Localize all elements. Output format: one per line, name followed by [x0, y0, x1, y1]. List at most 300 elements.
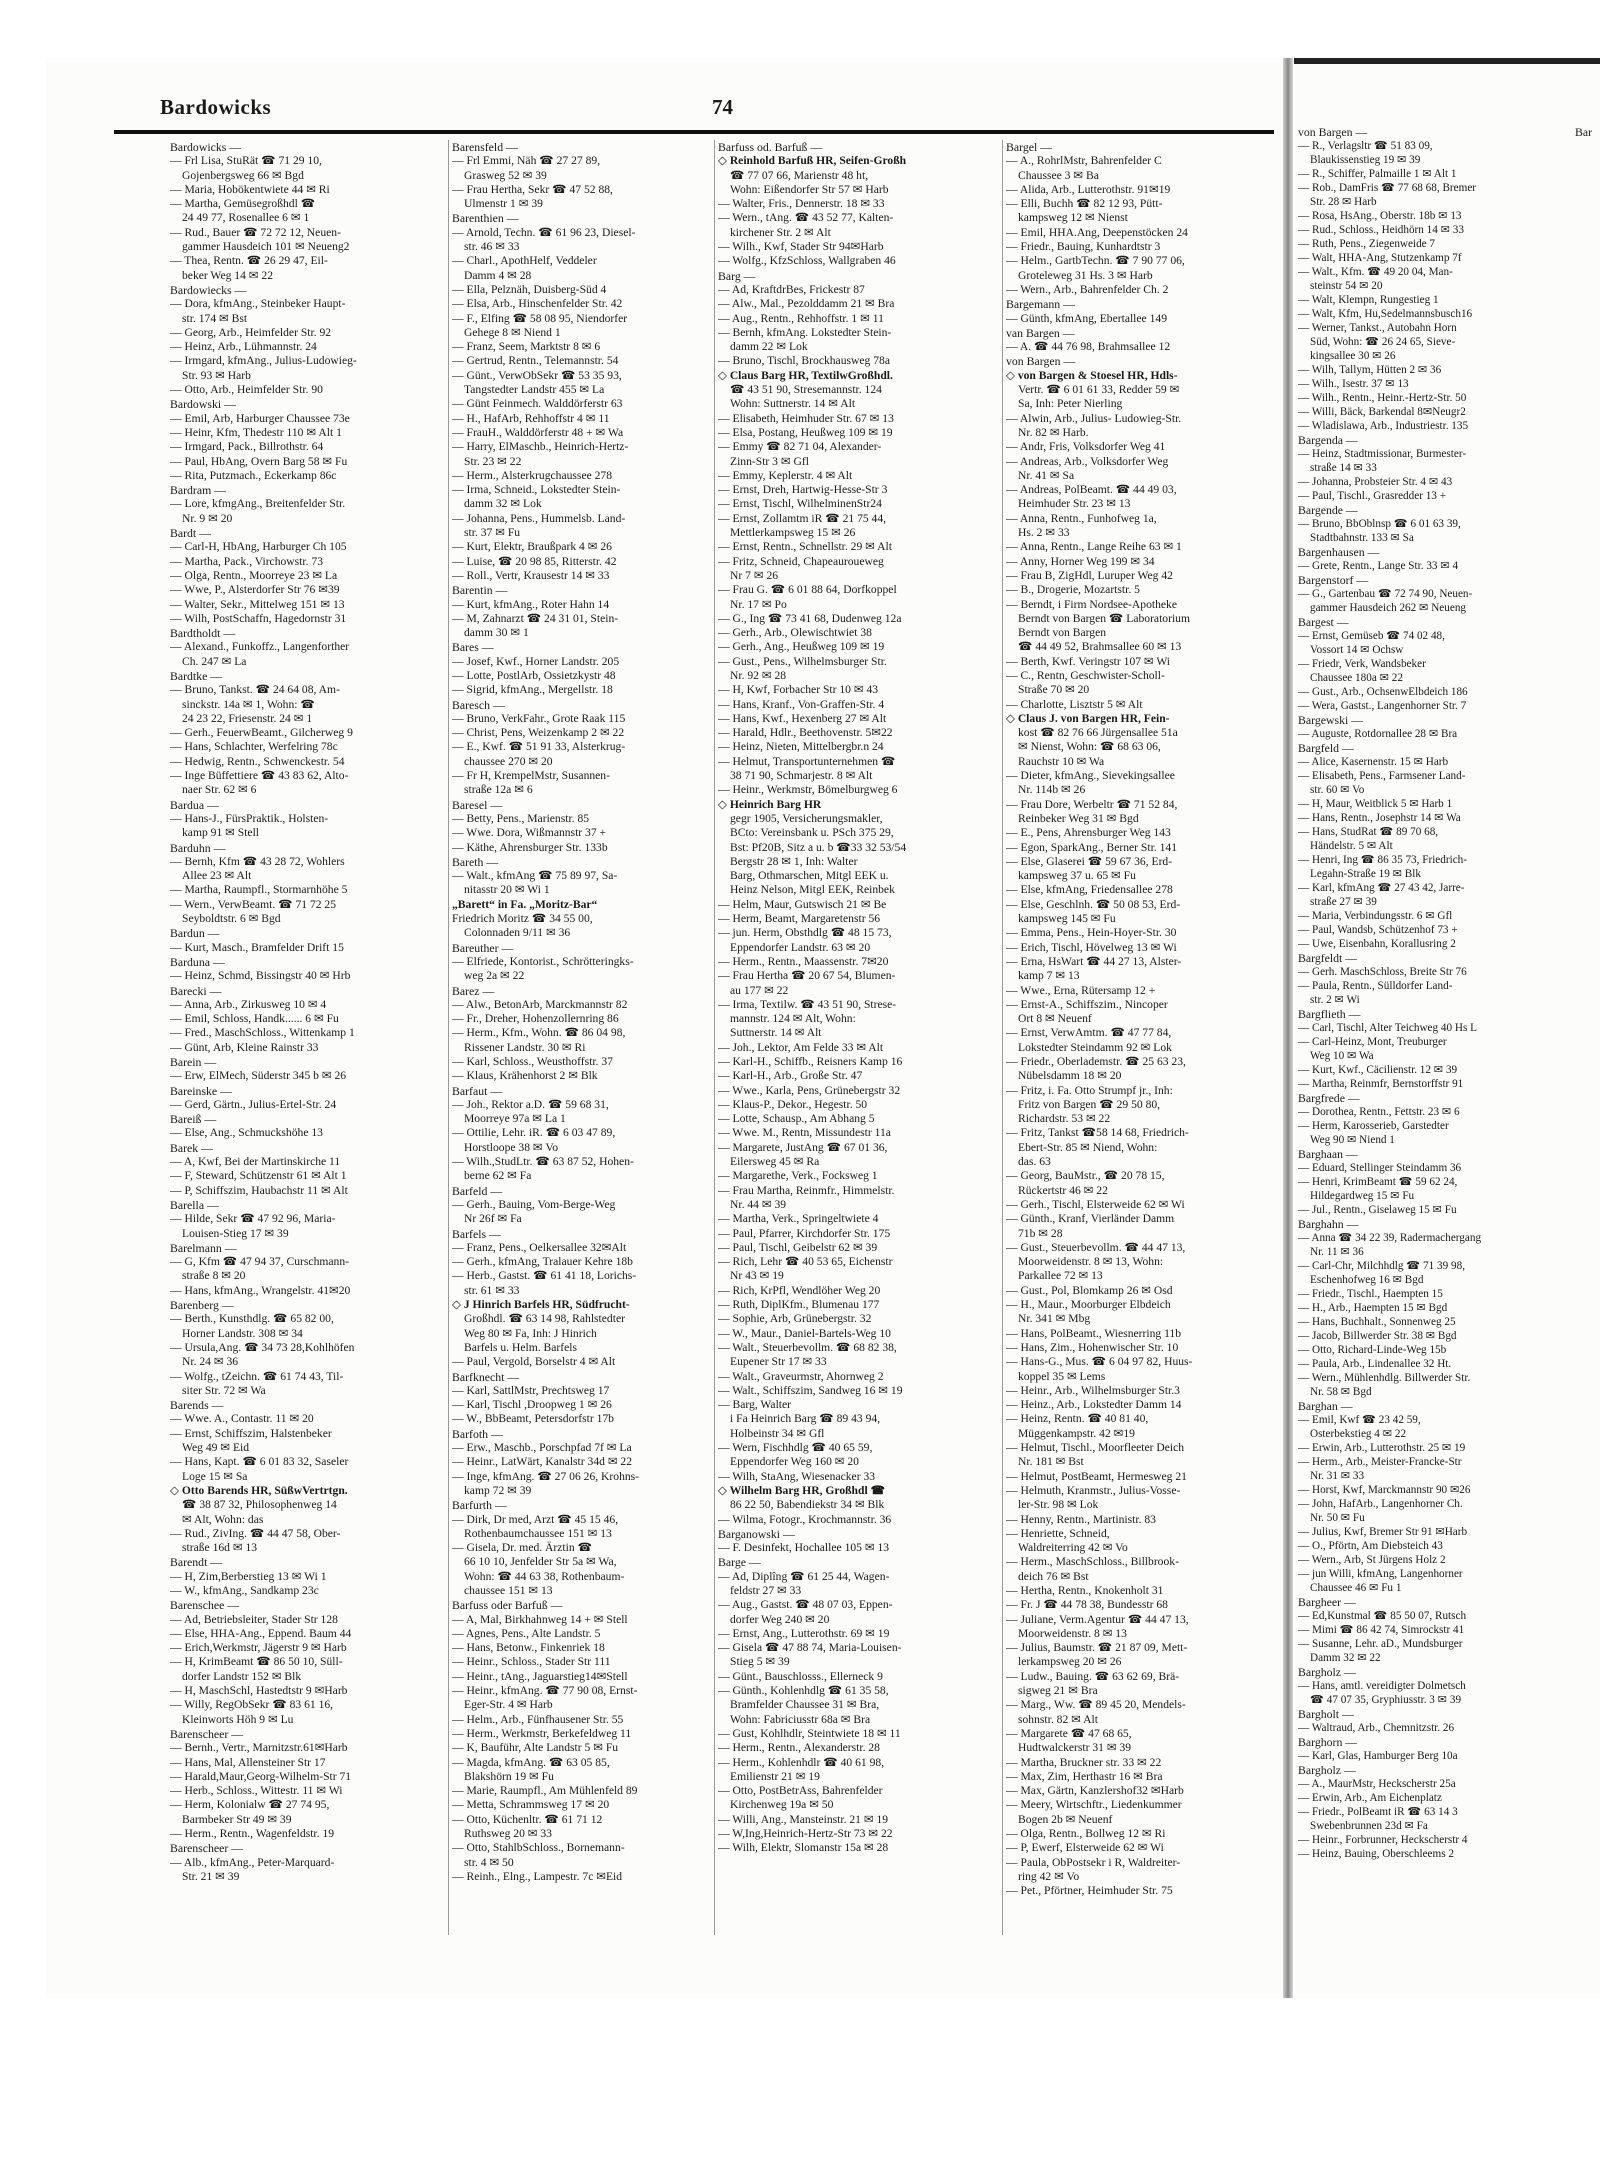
directory-entry-line: — Friedr., Tischl., Haempten 15 — [1298, 1288, 1443, 1300]
directory-entry-line: — Helmuth, Kranmstr., Julius-Vosse- — [1006, 1483, 1181, 1497]
directory-entry-line: — Gust., Pens., Wilhelmsburger Str. — [718, 654, 887, 668]
directory-entry-line: — Klaus, Krähenhorst 2 ✉ Blk — [452, 1069, 598, 1083]
directory-entry-line: — Barg, Walter — [718, 1398, 792, 1412]
directory-entry-line: kingsallee 30 ✉ 26 — [1310, 350, 1396, 362]
directory-entry-line: Bergstr 28 ✉ 1, Inh: Walter — [730, 854, 858, 868]
directory-entry-line: — Erwin, Arb., Am Eichenplatz — [1298, 1792, 1442, 1804]
directory-entry-line: — Elsa, Postang, Heußweg 109 ✉ 19 — [718, 425, 893, 439]
directory-column-1 — [170, 140, 450, 1884]
directory-entry-line: dorfer Landstr 152 ✉ Blk — [182, 1669, 302, 1683]
directory-entry-line: — Ernst, Dreh, Hartwig-Hesse-Str 3 — [718, 483, 888, 497]
directory-entry-line: BCto: Vereinsbank u. PSch 375 29, — [730, 826, 894, 840]
directory-surname-heading: Bargholt — — [1298, 1707, 1354, 1721]
directory-entry-line: — Waltraud, Arb., Chemnitzstr. 26 — [1298, 1722, 1455, 1734]
directory-entry-line: — Paula, Rentn., Sülldorfer Land- — [1298, 980, 1453, 992]
directory-entry-line: straße 16d ✉ 13 — [182, 1541, 258, 1555]
directory-entry-line: Groteleweg 31 Hs. 3 ✉ Harb — [1018, 268, 1153, 282]
directory-entry-line: Wohn: Eißendorfer Str 57 ✉ Harb — [730, 182, 889, 196]
directory-surname-heading: Barez — — [452, 983, 495, 998]
directory-entry-line: Eupener Str 17 ✉ 33 — [730, 1355, 827, 1369]
directory-entry-line: Nr. 92 ✉ 28 — [730, 668, 787, 682]
directory-entry-line: — Walt., Graveurmstr, Ahornweg 2 — [718, 1369, 884, 1383]
directory-entry-line: Nr. 24 ✉ 36 — [182, 1355, 239, 1369]
directory-surname-heading: Barduhn — — [170, 840, 226, 855]
directory-entry-line: Hudtwalckerstr 31 ✉ 39 — [1018, 1741, 1132, 1755]
directory-entry-line: — Juliane, Verm.Agentur ☎ 44 47 13, — [1006, 1612, 1189, 1626]
directory-entry-line: — Helm., Arb., Fünfhausener Str. 55 — [452, 1712, 624, 1726]
directory-entry-line: — H, Maur, Weitblick 5 ✉ Harb 1 — [1298, 798, 1453, 810]
directory-entry-line: — Heinz, Rentn. ☎ 40 81 40, — [1006, 1412, 1149, 1426]
directory-entry-line: — Bruno, VerkFahr., Grote Raak 115 — [452, 711, 626, 725]
directory-entry-line: Weg 10 ✉ Wa — [1310, 1050, 1374, 1062]
directory-entry-line: Nr. 341 ✉ Mbg — [1018, 1312, 1091, 1326]
directory-entry-line: — Herm, Beamt, Margaretenstr 56 — [718, 912, 881, 926]
directory-entry-line: ◇ Reinhold Barfuß HR, Seifen-Großh — [718, 154, 907, 168]
directory-surname-heading: Bargfrede — — [1298, 1091, 1360, 1105]
directory-surname-heading: Bargewski — — [1298, 713, 1363, 727]
directory-entry-line: str. 60 ✉ Vo — [1310, 784, 1365, 796]
directory-entry-line: — Karl-H., Arb., Große Str. 47 — [718, 1069, 863, 1083]
directory-surname-heading: Bargende — — [1298, 503, 1358, 517]
directory-entry-line: Eppendorfer Weg 160 ✉ 20 — [730, 1455, 859, 1469]
directory-entry-line: — Thea, Rentn. ☎ 26 29 47, Eil- — [170, 254, 328, 268]
directory-entry-line: — Henri, Ing ☎ 86 35 73, Friedrich- — [1298, 854, 1467, 866]
directory-entry-line: — Wwe. A., Contastr. 11 ✉ 20 — [170, 1412, 314, 1426]
directory-surname-heading: Bareinske — — [170, 1083, 232, 1098]
header-rule — [114, 130, 1274, 134]
directory-entry-line: — Walt, Klempn, Rungestieg 1 — [1298, 294, 1439, 306]
directory-surname-heading: Bardowicks — — [170, 140, 242, 154]
directory-entry-line: — Paul, Wandsb, Schützenhof 73 + — [1298, 924, 1458, 936]
directory-entry-line: — Ella, Pelznäh, Duisberg-Süd 4 — [452, 282, 607, 296]
directory-entry-line: — Hans, Mal, Allensteiner Str 17 — [170, 1755, 326, 1769]
directory-entry-line: Holbeinstr 34 ✉ Gfl — [730, 1426, 825, 1440]
directory-entry-line: Tangstedter Landstr 455 ✉ La — [464, 383, 605, 397]
directory-entry-line: — W., BbBeamt, Petersdorfstr 17b — [452, 1412, 614, 1426]
directory-entry-line: Weg 80 ✉ Fa, Inh: J Hinrich — [464, 1326, 597, 1340]
directory-entry-line: Wohn: Suttnerstr. 14 ✉ Alt — [730, 397, 856, 411]
directory-entry-line: — Wilh, Elektr, Slomanstr 15a ✉ 28 — [718, 1841, 889, 1855]
directory-entry-line: — Martha, Pack., Virchowstr. 73 — [170, 554, 324, 568]
directory-entry-line: — Hans, Kapt. ☎ 6 01 83 32, Saseler — [170, 1455, 349, 1469]
directory-entry-line: — Wern., Mühlenhdlg. Billwerder Str. — [1298, 1372, 1471, 1384]
directory-entry-line: — Elsa, Arb., Hinschenfelder Str. 42 — [452, 297, 623, 311]
directory-surname-heading: Baresch — — [452, 697, 505, 712]
directory-entry-line: sigweg 21 ✉ Bra — [1018, 1684, 1098, 1698]
directory-entry-line: Bramfelder Chaussee 31 ✉ Bra, — [730, 1698, 880, 1712]
directory-entry-line: — Kurt, Elektr, Braußpark 4 ✉ 26 — [452, 540, 612, 554]
directory-entry-line: ◇ Otto Barends HR, SüßwVertrtgn. — [170, 1483, 348, 1497]
directory-entry-line: — Luise, ☎ 20 98 85, Ritterstr. 42 — [452, 554, 617, 568]
directory-entry-line: Stadtbahnstr. 133 ✉ Sa — [1310, 532, 1414, 544]
directory-entry-line: Eschenhofweg 16 ✉ Bgd — [1310, 1274, 1424, 1286]
directory-entry-line: — Frau Dore, Werbeltr ☎ 71 52 84, — [1006, 797, 1178, 811]
directory-entry-line: — jun. Herm, Obsthdlg ☎ 48 15 73, — [718, 926, 892, 940]
directory-entry-line: — Ruth, Pens., Ziegenweide 7 — [1298, 238, 1436, 250]
directory-surname-heading: Barenthien — — [452, 211, 519, 226]
directory-entry-line: — Gerh., Ang., Heußweg 109 ✉ 19 — [718, 640, 885, 654]
directory-entry-line: Müggenkampstr. 42 ✉19 — [1018, 1426, 1135, 1440]
directory-surname-heading: Bardowski — — [170, 397, 236, 412]
directory-entry-line: — Friedr., Bauing, Kunhardtstr 3 — [1006, 240, 1161, 254]
directory-entry-line: Berndt von Bargen — [1018, 626, 1107, 640]
directory-entry-line: — Günth, kfmAng, Ebertallee 149 — [1006, 311, 1167, 325]
directory-entry-line: kamp 91 ✉ Stell — [182, 826, 260, 840]
directory-surname-heading: Barella — — [170, 1197, 219, 1212]
directory-surname-heading: Bargfeld — — [1298, 741, 1354, 755]
directory-entry-line: — Wilma, Fotogr., Krochmannstr. 36 — [718, 1512, 892, 1526]
directory-surname-heading: Bareth — — [452, 854, 499, 869]
directory-entry-line: berne 62 ✉ Fa — [464, 1169, 532, 1183]
directory-entry-line: str. 2 ✉ Wi — [1310, 994, 1360, 1006]
directory-entry-line: Zinn-Str 3 ✉ Gfl — [730, 454, 809, 468]
directory-entry-line: — H, Kwf, Forbacher Str 10 ✉ 43 — [718, 683, 879, 697]
directory-surname-heading: Bardua — — [170, 797, 219, 812]
directory-entry-line: — Wwe, P., Alsterdorfer Str 76 ✉39 — [170, 583, 340, 597]
directory-entry-line: — A, Mal, Birkhahnweg 14 + ✉ Stell — [452, 1612, 628, 1626]
directory-entry-line: Barmbeker Str 49 ✉ 39 — [182, 1812, 292, 1826]
directory-entry-line: str. 174 ✉ Bst — [182, 311, 248, 325]
directory-entry-line: — Hans, Zim., Hohenwischer Str. 10 — [1006, 1340, 1179, 1354]
directory-entry-line: — Gisela, Dr. med. Ärztin ☎ — [452, 1541, 593, 1555]
directory-entry-line: — Else, Glaserei ☎ 59 67 36, Erd- — [1006, 854, 1173, 868]
directory-entry-line: ring 42 ✉ Vo — [1018, 1869, 1080, 1883]
directory-entry-line: — Paul, Vergold, Borselstr 4 ✉ Alt — [452, 1355, 616, 1369]
directory-entry-line: — Erich, Tischl, Hövelweg 13 ✉ Wi — [1006, 940, 1177, 954]
directory-entry-line: — Frau Martha, Reinmfr., Himmelstr. — [718, 1183, 895, 1197]
directory-entry-line: — Rita, Putzmach., Eckerkamp 86c — [170, 468, 337, 482]
directory-entry-line: — Johanna, Probsteier Str. 4 ✉ 43 — [1298, 476, 1453, 488]
directory-entry-line: ◇ J Hinrich Barfels HR, Südfrucht- — [452, 1298, 630, 1312]
directory-surname-heading: Bardt — — [170, 526, 211, 541]
directory-entry-line: Gehege 8 ✉ Niend 1 — [464, 325, 561, 339]
directory-entry-line: — Emmy, Keplerstr. 4 ✉ Alt — [718, 468, 853, 482]
directory-entry-line: — Rich, Lehr ☎ 40 53 65, Eichenstr — [718, 1255, 893, 1269]
directory-entry-line: Moorweidenstr. 8 ✉ 13 — [1018, 1626, 1127, 1640]
directory-entry-line: — Gertrud, Rentn., Telemannstr. 54 — [452, 354, 619, 368]
directory-entry-line: — Andreas, Arb., Volksdorfer Weg — [1006, 454, 1169, 468]
directory-entry-line: str. 61 ✉ 33 — [464, 1283, 520, 1297]
directory-entry-line: Eger-Str. 4 ✉ Harb — [464, 1698, 553, 1712]
directory-entry-line: — Lore, kfmgAng., Breitenfelder Str. — [170, 497, 346, 511]
directory-entry-line: kirchener Str. 2 ✉ Alt — [730, 225, 831, 239]
directory-entry-line: Straße 70 ✉ 20 — [1018, 683, 1090, 697]
directory-entry-line: — Günt., Bauschlosss., Ellerneck 9 — [718, 1669, 883, 1683]
directory-entry-line: mannstr. 124 ✉ Alt, Wohn: — [730, 1012, 856, 1026]
directory-entry-line: — Gisela ☎ 47 88 74, Maria-Louisen- — [718, 1641, 902, 1655]
directory-entry-line: Suttnerstr. 14 ✉ Alt — [730, 1026, 822, 1040]
directory-surname-heading: Barfels — — [452, 1226, 501, 1241]
directory-entry-line: damm 22 ✉ Lok — [730, 340, 808, 354]
directory-surname-heading: Bareuther — — [452, 940, 514, 955]
directory-entry-line: — Dirk, Dr med, Arzt ☎ 45 15 46, — [452, 1512, 619, 1526]
directory-entry-line: — Harald,Maur,Georg-Wilhelm-Str 71 — [170, 1769, 352, 1783]
directory-entry-line: — Harald, Hdlr., Beethovenstr. 5✉22 — [718, 726, 893, 740]
directory-entry-line: — Ludw., Bauing. ☎ 63 62 69, Brä- — [1006, 1669, 1180, 1683]
directory-entry-line: lerkampsweg 20 ✉ 26 — [1018, 1655, 1122, 1669]
directory-entry-line: Osterbekstieg 4 ✉ 22 — [1310, 1428, 1407, 1440]
directory-entry-line: — Gust., Steuerbevollm. ☎ 44 47 13, — [1006, 1240, 1186, 1254]
directory-surname-heading: Bargenstorf — — [1298, 573, 1369, 587]
directory-entry-line: — Ruth, DiplKfm., Blumenau 177 — [718, 1298, 880, 1312]
directory-entry-line: — Walter, Fris., Dennerstr. 18 ✉ 33 — [718, 197, 885, 211]
directory-entry-line: — Susanne, Lehr. aD., Mundsburger — [1298, 1638, 1463, 1650]
directory-entry-line: — Friedr., Oberlademstr. ☎ 25 63 23, — [1006, 1055, 1186, 1068]
directory-entry-line: — Bruno, Tischl, Brockhausweg 78a — [718, 354, 890, 368]
directory-entry-line: — Meery, Wirtschftr., Liedenkummer — [1006, 1798, 1182, 1812]
directory-entry-line: — Hedwig, Rentn., Schwenckestr. 54 — [170, 754, 345, 768]
directory-entry-line: Nr. 82 ✉ Harb. — [1018, 425, 1089, 439]
directory-entry-line: str. 37 ✉ Fu — [464, 526, 521, 540]
directory-entry-line: — Karl, Schloss., Weusthoffstr. 37 — [452, 1055, 613, 1068]
directory-entry-line: Nr 26f ✉ Fa — [464, 1212, 522, 1226]
directory-entry-line: ✉ Nienst, Wohn: ☎ 68 63 06, — [1018, 740, 1161, 754]
directory-entry-line: — Ernst-A., Schiffszim., Nincoper — [1006, 997, 1168, 1011]
directory-surname-heading: Bargfeldt — — [1298, 951, 1358, 965]
adjacent-page-edge — [1294, 58, 1600, 64]
directory-entry-line: Waldreiterring 42 ✉ Vo — [1018, 1541, 1128, 1555]
directory-entry-line: straße 27 ✉ 39 — [1310, 896, 1377, 908]
directory-entry-line: — Andr, Fris, Volksdorfer Weg 41 — [1006, 440, 1166, 454]
directory-entry-line: Nr. 50 ✉ Fu — [1310, 1512, 1365, 1524]
directory-entry-line: — Ernst, VerwAmtm. ☎ 47 77 84, — [1006, 1026, 1172, 1040]
directory-entry-line: — F. Desinfekt, Hochallee 105 ✉ 13 — [718, 1541, 890, 1555]
directory-entry-line: — Wilh., Isestr. 37 ✉ 13 — [1298, 378, 1409, 390]
directory-entry-line: — Erw, ElMech, Süderstr 345 b ✉ 26 — [170, 1069, 347, 1083]
directory-entry-line: — Fred., MaschSchloss., Wittenkamp 1 — [170, 1026, 355, 1040]
directory-entry-line: siter Str. 72 ✉ Wa — [182, 1383, 266, 1397]
directory-entry-line: Vossort 14 ✉ Ochsw — [1310, 644, 1404, 656]
directory-entry-line: — Ed,Kunstmal ☎ 85 50 07, Rutsch — [1298, 1610, 1467, 1622]
directory-entry-line: — Else, HHA-Ang., Eppend. Baum 44 — [170, 1626, 352, 1640]
directory-entry-line: — Ernst, Zollamtm iR ☎ 21 75 44, — [718, 511, 887, 525]
directory-entry-line: — Wilh., Rentn., Heinr.-Hertz-Str. 50 — [1298, 392, 1467, 404]
directory-entry-line: — Auguste, Rotdornallee 28 ✉ Bra — [1298, 728, 1458, 740]
directory-entry-line: — Heinr., LatWärt, Kanalstr 34d ✉ 22 — [452, 1455, 633, 1469]
directory-entry-line: ✉ Alt, Wohn: das — [182, 1512, 264, 1526]
directory-entry-line: — Karl, kfmAng ☎ 27 43 42, Jarre- — [1298, 882, 1465, 894]
directory-entry-line: — Inge Büffettiere ☎ 43 83 62, Alto- — [170, 769, 349, 783]
directory-entry-line: Nr 7 ✉ 26 — [730, 568, 779, 582]
directory-entry-line: Nr. 44 ✉ 39 — [730, 1197, 787, 1211]
directory-entry-line: — Fritz, i. Fa. Otto Strumpf jr., Inh: — [1006, 1083, 1173, 1097]
directory-entry-line: — Lotte, Schausp., Am Abhang 5 — [718, 1112, 875, 1126]
directory-entry-line: Legahn-Straße 19 ✉ Blk — [1310, 868, 1421, 880]
directory-entry-line: feldstr 27 ✉ 33 — [730, 1583, 802, 1597]
directory-entry-line: — Werner, Tankst., Autobahn Horn — [1298, 322, 1457, 334]
directory-entry-line: Großhdl. ☎ 63 14 98, Rahlstedter — [464, 1312, 625, 1326]
directory-entry-line: — Helmut, Transportunternehmen ☎ — [718, 754, 896, 768]
directory-entry-line: — Walt, Kfm, Hu,Sedelmannsbusch16 — [1298, 308, 1473, 320]
directory-entry-line: Blaukissenstieg 19 ✉ 39 — [1310, 154, 1421, 166]
directory-entry-line: — Hans, Kranf., Von-Graffen-Str. 4 — [718, 697, 885, 711]
directory-entry-line: Horner Landstr. 308 ✉ 34 — [182, 1326, 303, 1340]
directory-entry-line: — Heinz., Arb., Lokstedter Damm 14 — [1006, 1398, 1182, 1412]
directory-surname-heading: Bareiß — — [170, 1112, 217, 1127]
directory-entry-line: beker Weg 14 ✉ 22 — [182, 268, 273, 282]
directory-entry-line: Nübelsdamm 18 ✉ 20 — [1018, 1069, 1122, 1083]
directory-surname-heading: Bardtke — — [170, 668, 223, 683]
directory-entry-line: — Jul., Rentn., Giselaweg 15 ✉ Fu — [1298, 1204, 1457, 1216]
directory-entry-line: — Martha, Verk., Springeltwiete 4 — [718, 1212, 879, 1226]
directory-entry-line: — Irmgard, kfmAng., Julius-Ludowieg- — [170, 354, 357, 368]
directory-entry-line: — Willi, Bäck, Barkendal 8✉Neugr2 — [1298, 406, 1466, 418]
directory-surname-heading: Baresel — — [452, 797, 503, 812]
directory-entry-line: — Walt., kfmAng ☎ 75 89 97, Sa- — [452, 869, 618, 883]
directory-entry-line: Wohn: ☎ 44 63 38, Rothenbaum- — [464, 1569, 625, 1583]
directory-entry-line: sohnstr. 82 ✉ Alt — [1018, 1712, 1098, 1726]
directory-entry-line: Kirchenweg 19a ✉ 50 — [730, 1798, 834, 1812]
directory-entry-line: Fritz von Bargen ☎ 29 50 80, — [1018, 1097, 1161, 1111]
directory-entry-line: — Christ, Pens, Weizenkamp 2 ✉ 22 — [452, 726, 625, 740]
directory-entry-line: Damm 32 ✉ 22 — [1310, 1652, 1381, 1664]
directory-entry-line: — W., Maur., Daniel-Bartels-Weg 10 — [718, 1326, 891, 1340]
directory-entry-line: — Franz, Seem, Marktstr 8 ✉ 6 — [452, 340, 601, 354]
directory-entry-line: — Hans-J., FürsPraktik., Holsten- — [170, 811, 329, 825]
directory-entry-line: — Karl, Tischl ,Droopweg 1 ✉ 26 — [452, 1398, 612, 1412]
directory-surname-heading: Barge — — [718, 1555, 761, 1570]
directory-entry-line: — Gust., Arb., OchsenwElbdeich 186 — [1298, 686, 1468, 698]
directory-surname-heading: Barfeld — — [452, 1183, 503, 1198]
directory-entry-line: chaussee 270 ✉ 20 — [464, 754, 553, 768]
directory-entry-line: — Heinz, Schmd, Bissingstr 40 ✉ Hrb — [170, 969, 351, 983]
directory-entry-line: — Wilh, Tallym, Hütten 2 ✉ 36 — [1298, 364, 1442, 376]
directory-entry-line: — Irma, Textilw. ☎ 43 51 90, Strese- — [718, 997, 897, 1011]
directory-entry-line: — Paula, Arb., Lindenallee 32 Ht. — [1298, 1358, 1452, 1370]
directory-entry-line: steinstr 54 ✉ 20 — [1310, 280, 1383, 292]
directory-entry-line: — Heinr., tAng., Jaguarstieg14✉Stell — [452, 1669, 628, 1683]
directory-entry-line: — Else, Geschlnh. ☎ 50 08 53, Erd- — [1006, 897, 1181, 911]
directory-entry-line: Sa, Inh: Peter Nierling — [1018, 397, 1123, 411]
directory-entry-line: Nr. 58 ✉ Bgd — [1310, 1386, 1372, 1398]
directory-entry-line: — Karl-H., Schiffb., Reisners Kamp 16 — [718, 1055, 903, 1068]
directory-entry-line: — Bruno, Tankst. ☎ 24 64 08, Am- — [170, 683, 340, 697]
directory-entry-line: — Hans, Betonw., Finkenriek 18 — [452, 1641, 605, 1655]
directory-entry-line: ◇ Wilhelm Barg HR, Großhdl ☎ — [718, 1483, 886, 1497]
directory-entry-line: — A., RohrlMstr, Bahrenfelder C — [1006, 154, 1162, 168]
directory-entry-line: — Rud., Schloss., Heidhörn 14 ✉ 33 — [1298, 224, 1464, 236]
directory-entry-line: Loge 15 ✉ Sa — [182, 1469, 248, 1483]
directory-entry-line: — Frl Emmi, Näh ☎ 27 27 89, — [452, 154, 601, 168]
directory-entry-line: — Heinr., Arb., Wilhelmsburger Str.3 — [1006, 1383, 1180, 1397]
directory-entry-line: Weg 49 ✉ Eid — [182, 1441, 250, 1455]
directory-entry-line: — Andreas, PolBeamt. ☎ 44 49 03, — [1006, 483, 1177, 497]
directory-entry-line: Blakshörn 19 ✉ Fu — [464, 1769, 554, 1783]
directory-surname-heading: Barghaan — — [1298, 1147, 1358, 1161]
directory-entry-line: 86 22 50, Babendiekstr 34 ✉ Blk — [730, 1498, 885, 1512]
directory-entry-line: — Wolfg., KfzSchloss, Wallgraben 46 — [718, 254, 896, 268]
directory-entry-line: — Rud., ZivIng. ☎ 44 47 58, Ober- — [170, 1526, 341, 1540]
directory-entry-line: Ort 8 ✉ Neuenf — [1018, 1012, 1092, 1026]
directory-entry-line: — Otto, Arb., Heimfelder Str. 90 — [170, 383, 323, 397]
directory-entry-line: — Herb., Schloss., Wittestr. 11 ✉ Wi — [170, 1784, 343, 1798]
directory-entry-line: — Wladislawa, Arb., Industriestr. 135 — [1298, 420, 1469, 432]
directory-entry-line: kost ☎ 82 76 66 Jürgensallee 51a — [1018, 726, 1178, 740]
directory-entry-line: Stieg 5 ✉ 39 — [730, 1655, 790, 1669]
directory-entry-line: — Günt, Arb, Kleine Rainstr 33 — [170, 1040, 319, 1054]
directory-entry-line: Nr. 11 ✉ 36 — [1310, 1246, 1364, 1258]
directory-entry-line: — Olga, Rentn., Bollweg 12 ✉ Ri — [1006, 1827, 1166, 1841]
directory-entry-line: — Uwe, Eisenbahn, Korallusring 2 — [1298, 938, 1456, 950]
directory-entry-line: — H, KrimBeamt ☎ 86 50 10, Süll- — [170, 1655, 343, 1669]
directory-entry-line: — Carl-Heinz, Mont, Treuburger — [1298, 1036, 1447, 1048]
directory-entry-line: — Grete, Rentn., Lange Str. 33 ✉ 4 — [1298, 560, 1459, 572]
directory-entry-line: Barfels u. Helm. Barfels — [464, 1340, 578, 1354]
directory-surname-heading: Bargheer — — [1298, 1595, 1356, 1609]
directory-entry-line: — Margarete, JustAng ☎ 67 01 36, — [718, 1140, 888, 1154]
book-gutter — [1283, 58, 1293, 1998]
directory-entry-line: Nr. 17 ✉ Po — [730, 597, 787, 611]
directory-entry-line: — Heinr., Forbrunner, Heckscherstr 4 — [1298, 1834, 1468, 1846]
directory-entry-line: — E., Pens, Ahrensburger Weg 143 — [1006, 826, 1171, 840]
directory-entry-line: — Eduard, Stellinger Steindamm 36 — [1298, 1162, 1462, 1174]
directory-entry-line: — Erwin, Arb., Lutterothstr. 25 ✉ 19 — [1298, 1442, 1466, 1454]
directory-entry-line: — Martha, Raumpfl., Stormarnhöhe 5 — [170, 883, 348, 897]
directory-entry-line: — Frau Hertha ☎ 20 67 54, Blumen- — [718, 969, 896, 983]
directory-surname-heading: Barenberg — — [170, 1298, 234, 1313]
directory-entry-line: — Anna, Arb., Zirkusweg 10 ✉ 4 — [170, 997, 327, 1011]
directory-entry-line: — Joh., Rektor a.D. ☎ 59 68 31, — [452, 1097, 609, 1111]
directory-entry-line: — Wolfg., tZeichn. ☎ 61 74 43, Til- — [170, 1369, 344, 1383]
directory-column-5-facing-page — [1298, 125, 1548, 1861]
directory-entry-line: — Wwe., Karla, Pens, Grünebergstr 32 — [718, 1083, 901, 1097]
directory-entry-line: — Dorothea, Rentn., Fettstr. 23 ✉ 6 — [1298, 1106, 1460, 1118]
directory-entry-line: — Kurt, kfmAng., Roter Hahn 14 — [452, 597, 610, 611]
directory-entry-line: — Anny, Horner Weg 199 ✉ 34 — [1006, 554, 1155, 568]
directory-entry-line: — Elli, Buchh ☎ 82 12 93, Pütt- — [1006, 197, 1163, 211]
directory-entry-line: — A, Kwf, Bei der Martinskirche 11 — [170, 1155, 341, 1169]
directory-entry-line: — Heinz, Arb., Lühmannstr. 24 — [170, 340, 317, 354]
directory-entry-line: — Reinh., Elng., Lampestr. 7c ✉Eid — [452, 1869, 623, 1883]
directory-entry-line: — Herm., Kfm., Wohn. ☎ 86 04 98, — [452, 1026, 626, 1040]
directory-entry-line: — Irmgard, Pack., Billrothstr. 64 — [170, 440, 324, 454]
directory-entry-line: ☎ 43 51 90, Stresemannstr. 124 — [730, 383, 882, 397]
directory-entry-line: — Betty, Pens., Marienstr. 85 — [452, 811, 590, 825]
directory-surname-heading: Barg — — [718, 268, 756, 283]
directory-entry-line: — Hertha, Rentn., Knokenholt 31 — [1006, 1583, 1164, 1597]
directory-entry-line: — Gust., Pol, Blomkamp 26 ✉ Osd — [1006, 1283, 1173, 1297]
directory-entry-line: — Wern., Arb, St Jürgens Holz 2 — [1298, 1554, 1446, 1566]
directory-entry-line: — Otto, PostBetrAss, Bahrenfelder — [718, 1784, 883, 1798]
directory-entry-line: deich 76 ✉ Bst — [1018, 1569, 1089, 1583]
directory-entry-line: — Herm, Karosserieb, Garstedter — [1298, 1120, 1449, 1132]
directory-entry-line: — P, Ewerf, Elsterweide 62 ✉ Wi — [1006, 1841, 1164, 1855]
directory-entry-line: — Max, Zim, Herthastr 16 ✉ Bra — [1006, 1769, 1163, 1783]
directory-surname-heading: Barfoth — — [452, 1426, 503, 1441]
directory-entry-line: — Karl, Glas, Hamburger Berg 10a — [1298, 1750, 1458, 1762]
directory-entry-line: — Paul, Tischl., Grasredder 13 + — [1298, 490, 1447, 502]
directory-entry-line: str. 46 ✉ 33 — [464, 240, 520, 254]
directory-entry-line: — F, Steward, Schützenstr 61 ✉ Alt 1 — [170, 1169, 347, 1183]
directory-entry-line: ◇ Claus Barg HR, TextilwGroßhdl. — [718, 368, 893, 382]
directory-entry-line: — Herm., Rentn., Alexanderstr. 28 — [718, 1741, 880, 1755]
directory-entry-line: Rückertstr 46 ✉ 22 — [1018, 1183, 1108, 1197]
directory-entry-line: — Klaus-P., Dekor., Hegestr. 50 — [718, 1097, 868, 1111]
directory-surname-heading: Bargholz — — [1298, 1665, 1356, 1679]
directory-entry-line: Ruthsweg 20 ✉ 33 — [464, 1827, 552, 1841]
running-head: Bardowicks — [160, 95, 272, 119]
directory-entry-line: — Franz, Pens., Oelkersallee 32✉Alt — [452, 1240, 627, 1254]
directory-column-3 — [718, 140, 998, 1856]
directory-entry-line: Kleinworts Höh 9 ✉ Lu — [182, 1712, 294, 1726]
directory-entry-line: Heimhuder Str. 23 ✉ 13 — [1018, 497, 1131, 511]
directory-entry-line: — Martha, Gemüsegroßhdl ☎ — [170, 197, 316, 211]
directory-entry-line: weg 2a ✉ 22 — [464, 969, 525, 983]
directory-entry-line: „Barett“ in Fa. „Moritz-Bar“ — [452, 897, 598, 911]
directory-entry-line: — Erna, HsWart ☎ 44 27 13, Alster- — [1006, 954, 1182, 968]
directory-entry-line: — Hans, Buchhalt., Sonnenweg 25 — [1298, 1316, 1456, 1328]
directory-entry-line: Rothenbaumchaussee 151 ✉ 13 — [464, 1526, 612, 1540]
